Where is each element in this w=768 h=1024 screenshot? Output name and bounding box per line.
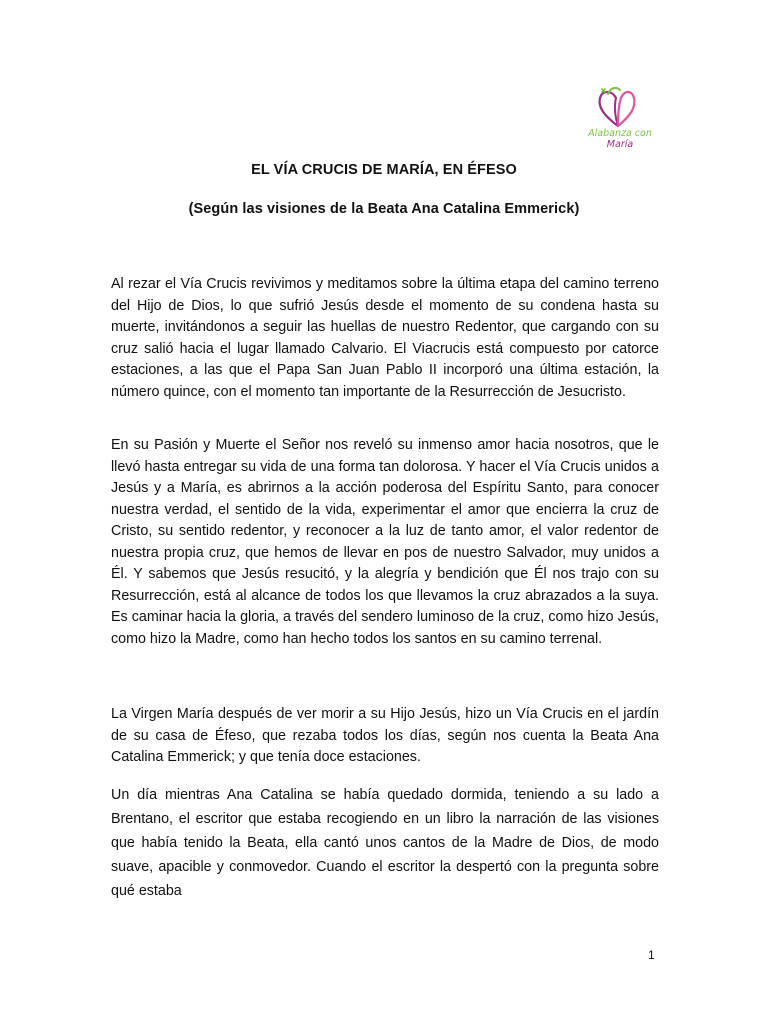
paragraph-1: Al rezar el Vía Crucis revivimos y meditamos sobre la última etapa del camino terreno del Hijo de Dios, lo que sufrió Jesús desde el momento de su condena hasta su muerte, invitándonos a seguir las huellas de nuestro Redentor, que cargando con su cruz salió hacia el lugar llamado Calvario. El Viacrucis está compuesto por catorce estaciones, a las que el Papa San Juan Pablo II incorporó una última estación, la número quince, con el momento tan importante de la Resurrección de Jesucristo. xyxy=(111,276,659,400)
hearts-logo-icon xyxy=(588,84,652,130)
alabanza-con-maria-logo xyxy=(580,84,660,150)
paragraph-4: Un día mientras Ana Catalina se había quedado dormida, teniendo a su lado a Brentano, el escritor que estaba recogiendo en un libro la narración de las visiones que había tenido la Beata, ella cantó unos cantos de la Madre de Dios, de modo suave, apacible y conmovedor. Cuando el escritor la despertó con la pregunta sobre qué estaba xyxy=(111,787,659,899)
document-subtitle: (Según las visiones de la Beata Ana Catalina Emmerick) xyxy=(188,201,580,217)
page-number: 1 xyxy=(648,948,655,962)
paragraph-2: En su Pasión y Muerte el Señor nos reveló su inmenso amor hacia nosotros, que le llevó hasta entregar su vida de una forma tan dolorosa. Y hacer el Vía Crucis unidos a Jesús y a María, es abrirnos a la acción poderosa del Espíritu Santo, para conocer nuestra verdad, el sentido de la vida, experimentar el amor que encierra la cruz de Cristo, su sentido redentor, y reconocer a la luz de tanto amor, el valor redentor de nuestra propia cruz, que hemos de llevar en pos de nuestro Salvador, muy unidos a Él. Y sabemos que Jesús resucitó, y la alegría y bendición que Él nos trajo con su Resurrección, está al alcance de todos los que llevamos la cruz abrazados a la suya. Es caminar hacia la gloria, a través del sendero luminoso de la cruz, como hizo Jesús, como hizo la Madre, como han hecho todos los santos en su camino terrenal. xyxy=(111,437,659,647)
document-title: EL VÍA CRUCIS DE MARÍA, EN ÉFESO xyxy=(251,162,517,178)
logo-text-word2: María xyxy=(606,139,634,150)
logo-text-word1: Alabanza con xyxy=(588,128,652,139)
paragraph-3: La Virgen María después de ver morir a su Hijo Jesús, hizo un Vía Crucis en el jardín de su casa de Éfeso, que rezaba todos los días, según nos cuenta la Beata Ana Catalina Emmerick; y que tenía doce estaciones. xyxy=(111,706,659,765)
logo-text xyxy=(580,128,660,150)
